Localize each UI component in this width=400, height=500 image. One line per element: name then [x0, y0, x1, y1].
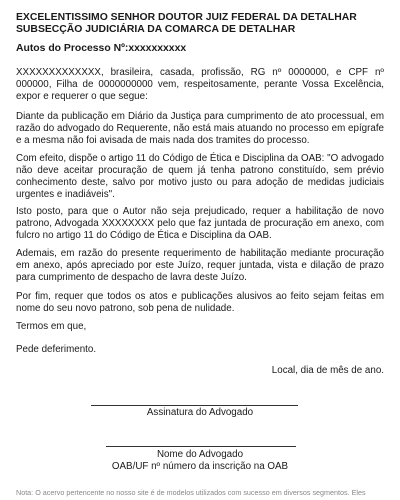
closing-request: Pede deferimento.: [16, 344, 97, 355]
oab-number-label: OAB/UF nº número da inscrição na OAB: [111, 461, 289, 472]
court-header-line-2: SUBSECÇÃO JUDICIÁRIA DA COMARCA DE DETALHAR: [16, 24, 296, 35]
paragraph-publications: Por fim, requer que todos os atos e publicações alusivos ao feito sejam feitas em nome do seu novo patrono, sob pena de nulidade.: [16, 291, 384, 314]
paragraph-habilitation: Isto posto, para que o Autor não seja prejudicado, requer a habilitação de novo patrono, Advogada XXXXXXXX pelo que faz juntada de procuração em anexo, com fulcro no artigo 11 do Código de Ética e Disciplina da OAB.: [16, 206, 384, 241]
footnote-label: Nota:: [16, 488, 34, 497]
court-header: [16, 12, 384, 36]
paragraph-deadline: Ademais, em razão do presente requerimento de habilitação mediante procuração em anexo, após apreciado por este Juízo, requer juntada, vista e dilação de prazo para cumprimento de despacho de lavra deste Juízo.: [16, 248, 384, 283]
process-number: Autos do Processo Nº:xxxxxxxxxx: [16, 43, 187, 54]
name-line: [106, 446, 296, 447]
signature-label: Assinatura do Advogado: [146, 407, 254, 418]
closing-terms: Termos em que,: [16, 321, 87, 332]
paragraph-publication: Diante da publicação em Diário da Justiça para cumprimento de ato processual, em razão do advogado do Requerente, não está mais atuando no processo em epígrafe e a mesma não foi avisada de mais nada dos tramites do processo.: [16, 111, 384, 146]
paragraph-ethics-code: Com efeito, dispõe o artigo 11 do Código de Ética e Disciplina da OAB: "O advogado não deve aceitar procuração de quem já tenha patrono constituído, sem prévio conhecimento deste, salvo por motivo justo ou para adoção de medidas judiciais urgentes e inadiáveis".: [16, 153, 384, 200]
place-and-date: Local, dia de mês de ano.: [271, 365, 384, 376]
footnote: [16, 488, 390, 498]
footnote-text: O acervo pertencente no nosso site é de modelos utilizados com sucesso em diversos segmentos. Eles: [35, 488, 366, 497]
court-header-line-1: EXCELENTISSIMO SENHOR DOUTOR JUIZ FEDERAL DA DETALHAR: [16, 12, 357, 23]
paragraph-qualification: XXXXXXXXXXXXX, brasileira, casada, profissão, RG nº 0000000, e CPF nº 000000, Filha de 0000000000 vem, respeitosamente, perante Vossa Excelência, expor e requerer o que segue:: [16, 67, 384, 102]
signature-line: [91, 405, 298, 406]
lawyer-name-label: Nome do Advogado: [156, 449, 244, 460]
